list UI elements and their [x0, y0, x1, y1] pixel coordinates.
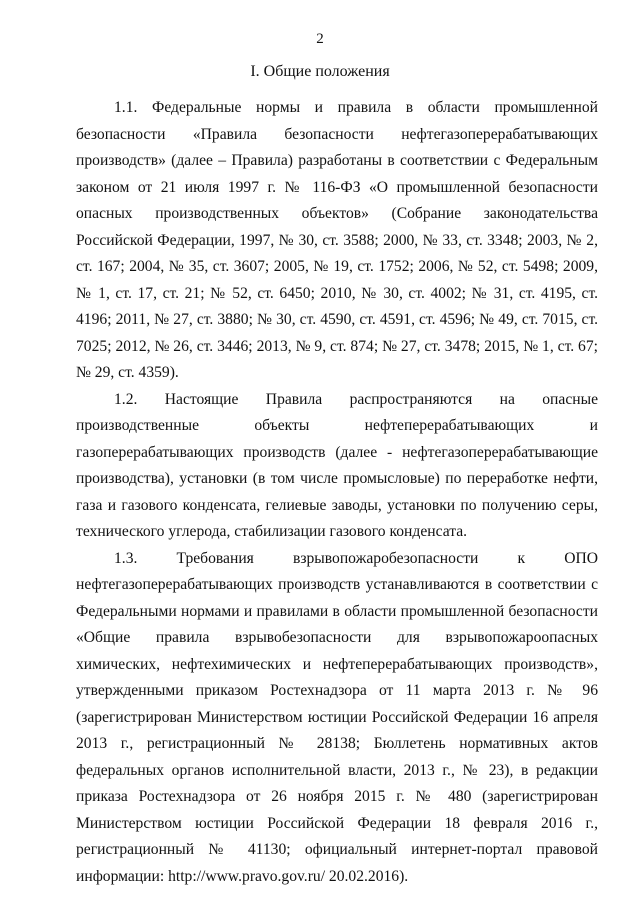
paragraph-1-2: 1.2. Настоящие Правила распространяются на опасные производственные объекты нефтеперерабатывающих и газоперерабатывающих производств (далее - нефтегазоперерабатывающие производства), установки (в том числе промысловые) по переработке нефти, газа и газового конденсата, гелиевые заводы, установки по получению серы, технического углерода, стабилизации газового конденсата.: [76, 390, 598, 540]
document-body: [76, 95, 598, 890]
paragraph-1-1: 1.1. Федеральные нормы и правила в области промышленной безопасности «Правила безопасности нефтегазоперерабатывающих производств» (далее – Правила) разработаны в соответствии с Федеральным законом от 21 июля 1997 г. № 116-ФЗ «О промышленной безопасности опасных производственных объектов» (Собрание законодательства Российской Федерации, 1997, № 30, ст. 3588; 2000, № 33, ст. 3348; 2003, № 2, ст. 167; 2004, № 35, ст. 3607; 2005, № 19, ст. 1752; 2006, № 52, ст. 5498; 2009, № 1, ст. 17, ст. 21; № 52, ст. 6450; 2010, № 30, ст. 4002; № 31, ст. 4195, ст. 4196; 2011, № 27, ст. 3880; № 30, ст. 4590, ст. 4591, ст. 4596; № 49, ст. 7015, ст. 7025; 2012, № 26, ст. 3446; 2013, № 9, ст. 874; № 27, ст. 3478; 2015, № 1, ст. 67; № 29, ст. 4359).: [76, 99, 598, 381]
section-title: I. Общие положения: [250, 63, 390, 80]
page-number: 2: [316, 31, 324, 47]
paragraph-1-3: 1.3. Требования взрывопожаробезопасности к ОПО нефтегазоперерабатывающих производств устанавливаются в соответствии с Федеральными нормами и правилами в области промышленной безопасности «Общие правила взрывобезопасности для взрывопожароопасных химических, нефтехимических и нефтеперерабатывающих производств», утвержденными приказом Ростехнадзора от 11 марта 2013 г. № 96 (зарегистрирован Министерством юстиции Российской Федерации 16 апреля 2013 г., регистрационный № 28138; Бюллетень нормативных актов федеральных органов исполнительной власти, 2013 г., № 23), в редакции приказа Ростехнадзора от 26 ноября 2015 г. № 480 (зарегистрирован Министерством юстиции Российской Федерации 18 февраля 2016 г., регистрационный № 41130; официальный интернет-портал правовой информации: http://www.pravo.gov.ru/ 20.02.2016).: [76, 549, 598, 885]
